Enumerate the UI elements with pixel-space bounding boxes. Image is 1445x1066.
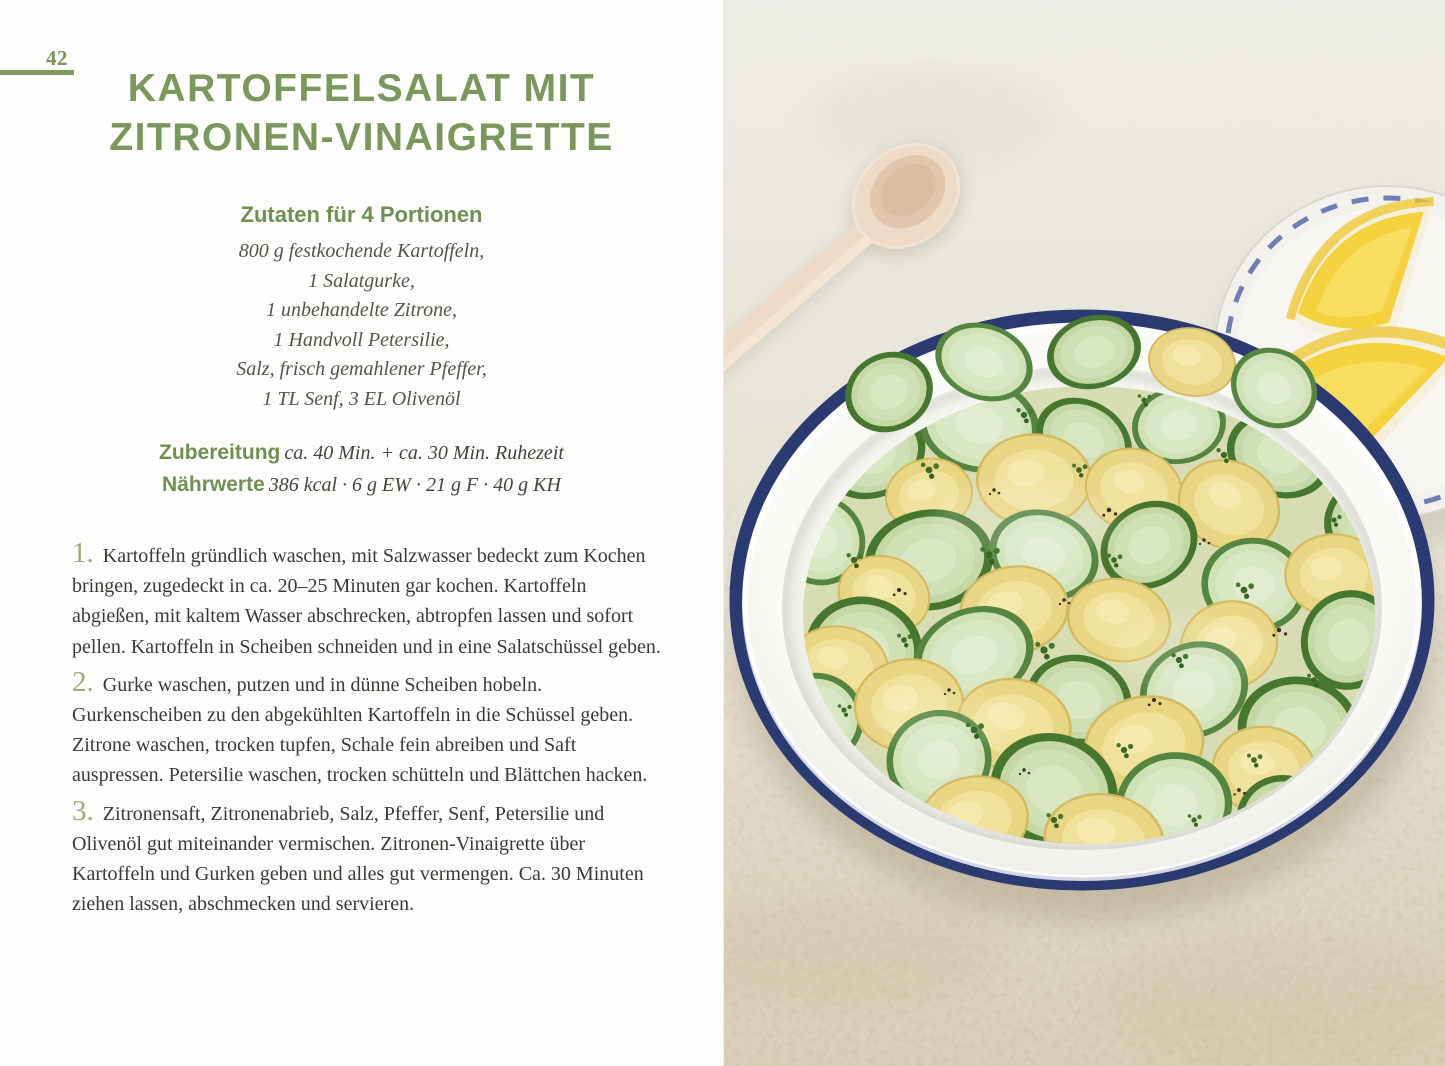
- ingredient-list: [0, 237, 723, 414]
- recipe-photo-illustration: [724, 0, 1445, 1066]
- prep-time-label: Zubereitung: [159, 441, 281, 464]
- step-3-text: Zitronensaft, Zitronenabrieb, Salz, Pfeffer, Senf, Petersilie und Olivenöl gut miteinander vermischen. Zitronen-Vinaigrette über Kartoffeln und Gurken geben und alles gut vermengen. Ca. 30 Minuten ziehen lassen, abschmecken und servieren.: [72, 802, 644, 916]
- salad-bowl: [736, 308, 1436, 920]
- step-2: [72, 667, 663, 791]
- prep-time-line: [0, 438, 723, 470]
- page-number: 42: [46, 46, 68, 70]
- step-3: [72, 796, 663, 920]
- step-2-text: Gurke waschen, putzen und in dünne Scheiben hobeln. Gurkenscheiben zu den abgekühlten Kartoffeln in die Schüssel geben. Zitrone waschen, trocken tupfen, Schale fein abreiben und Saft auspressen. Petersilie waschen, trocken schütteln und Blättchen hacken.: [72, 673, 648, 787]
- prep-time-value: ca. 40 Min. + ca. 30 Min. Ruhezeit: [284, 442, 564, 464]
- page-number-rule: [0, 70, 74, 75]
- nutrition-label: Nährwerte: [162, 473, 265, 496]
- recipe-title: KARTOFFELSALAT MIT ZITRONEN-VINAIGRETTE: [109, 67, 614, 159]
- step-1: [72, 538, 663, 662]
- step-3-number: 3.: [72, 794, 94, 827]
- ingredient-line: 1 Salatgurke,: [308, 269, 415, 292]
- step-2-number: 2.: [72, 665, 94, 698]
- ingredient-line: 1 Handvoll Petersilie,: [273, 328, 450, 351]
- ingredient-line: 1 TL Senf, 3 EL Olivenöl: [262, 387, 461, 410]
- preparation-steps: [72, 538, 663, 919]
- recipe-photo: [723, 0, 1445, 1066]
- nutrition-value: 386 kcal · 6 g EW · 21 g F · 40 g KH: [268, 474, 561, 496]
- ingredient-line: 800 g festkochende Kartoffeln,: [238, 240, 485, 262]
- step-1-text: Kartoffeln gründlich waschen, mit Salzwasser bedeckt zum Kochen bringen, zugedeckt in ca. 20–25 Minuten gar kochen. Kartoffeln abgießen, mit kaltem Wasser abschrecken, abtropfen lassen und sofort pellen. Kartoffeln in Scheiben schneiden und in eine Salatschüssel geben.: [72, 545, 661, 658]
- step-1-number: 1.: [72, 537, 94, 569]
- servings-heading: Zutaten für 4 Portionen: [240, 202, 483, 227]
- recipe-meta: [0, 438, 723, 502]
- ingredient-line: 1 unbehandelte Zitrone,: [266, 299, 457, 321]
- ingredient-line: Salz, frisch gemahlener Pfeffer,: [236, 358, 487, 380]
- nutrition-line: [0, 470, 723, 502]
